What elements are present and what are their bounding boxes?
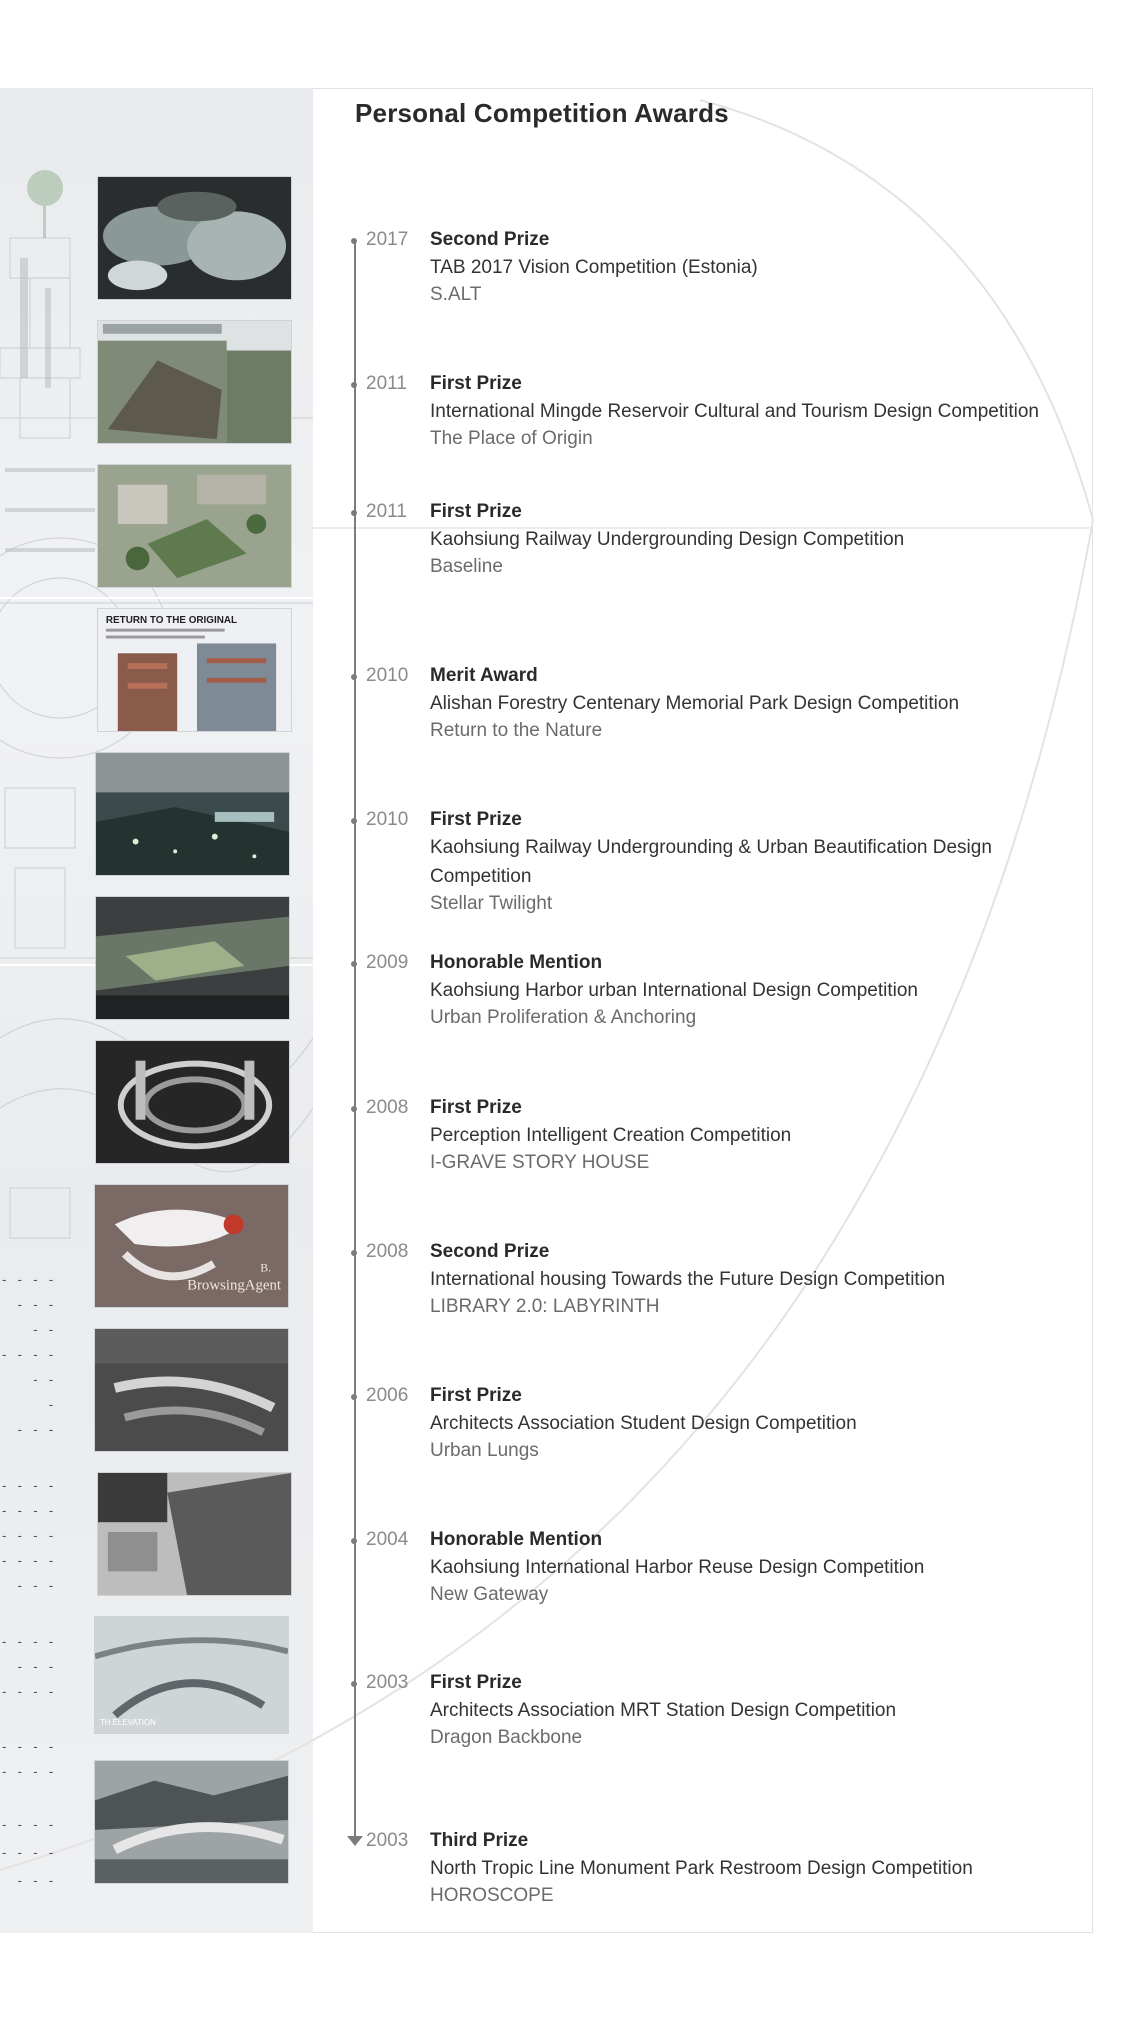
timeline-dot [351,238,357,244]
competition-name: Kaohsiung Railway Undergrounding & Urban Beautification Design Competition [430,837,992,887]
thumbnail-place-of-origin [97,320,292,444]
thumbnail-mark: B. [260,1260,272,1275]
award-year: 2006 [366,1385,409,1406]
thumbnail-salt [97,176,292,300]
thumbnail-heading: RETURN TO THE ORIGINAL [105,614,238,626]
thumbnail-label: BrowsingAgent [187,1277,282,1294]
award-year: 2003 [366,1830,409,1851]
award-title: First Prize [430,1672,522,1693]
timeline-dot [351,510,357,516]
project-name: LIBRARY 2.0: LABYRINTH [430,1296,660,1317]
timeline-dot [351,674,357,680]
thumbnail-stellar-twilight [95,752,290,876]
project-name: New Gateway [430,1584,549,1605]
award-title: First Prize [430,1097,522,1118]
competition-name: Perception Intelligent Creation Competition [430,1125,792,1146]
competition-name: Kaohsiung Railway Undergrounding Design Competition [430,529,905,550]
project-name: Dragon Backbone [430,1727,583,1748]
project-name: HOROSCOPE [430,1885,554,1906]
thumbnail-baseline [97,464,292,588]
project-name: Urban Proliferation & Anchoring [430,1007,697,1028]
dash-marks-group-4: - - - - - - - - [0,1740,55,1780]
award-title: Second Prize [430,229,550,250]
award-year: 2010 [366,665,409,686]
timeline-dot [351,961,357,967]
thumbnail-elevation-label: TH ELEVATION [99,1718,156,1728]
thumbnail-return-to-nature [97,608,292,732]
project-name: Baseline [430,556,503,577]
award-title: Honorable Mention [430,1529,603,1550]
thumbnail-urban-proliferation [95,896,290,1020]
competition-name: International Mingde Reservoir Cultural and Tourism Design Competition [430,401,1040,422]
award-title: First Prize [430,1385,522,1406]
project-name: Return to the Nature [430,720,603,741]
competition-name: International housing Towards the Future Design Competition [430,1269,946,1290]
award-title: Third Prize [430,1830,529,1851]
award-title: First Prize [430,373,522,394]
competition-name: Kaohsiung Harbor urban International Design Competition [430,980,918,1001]
award-year: 2011 [366,501,407,522]
thumbnail-horoscope [94,1760,289,1884]
award-year: 2011 [366,373,407,394]
competition-name: Alishan Forestry Centenary Memorial Park Design Competition [430,693,960,714]
timeline-dot [351,382,357,388]
competition-name: North Tropic Line Monument Park Restroom Design Competition [430,1858,973,1879]
project-name: The Place of Origin [430,428,593,449]
award-title: Honorable Mention [430,952,603,973]
competition-name: Architects Association Student Design Competition [430,1413,857,1434]
award-title: First Prize [430,501,522,522]
dash-marks-group-2: - - - - - - - - - - - - - - - - - - - [0,1479,55,1594]
award-year: 2003 [366,1672,409,1693]
project-name: S.ALT [430,284,482,305]
competition-name: Architects Association MRT Station Design Competition [430,1700,897,1721]
award-title: Merit Award [430,665,538,686]
project-name: Urban Lungs [430,1440,539,1461]
award-title: First Prize [430,809,522,830]
timeline-dot [351,1250,357,1256]
timeline-dot [351,818,357,824]
dash-marks-group-5: - - - - - - - - - - - [0,1818,55,1889]
award-year: 2010 [366,809,409,830]
timeline-arrow-icon [347,1836,363,1846]
award-year: 2008 [366,1241,409,1262]
thumbnail-new-gateway [97,1472,292,1596]
project-name: I-GRAVE STORY HOUSE [430,1152,650,1173]
award-title: Second Prize [430,1241,550,1262]
timeline-dot [351,1681,357,1687]
timeline-dot [351,1394,357,1400]
timeline-dot [351,1106,357,1112]
page-title: Personal Competition Awards [355,98,729,128]
dash-marks-group-3: - - - - - - - - - - - [0,1635,55,1700]
competition-name: TAB 2017 Vision Competition (Estonia) [430,257,758,278]
award-year: 2004 [366,1529,409,1550]
thumbnail-i-grave [95,1040,290,1164]
award-year: 2008 [366,1097,409,1118]
timeline-line [354,242,356,1845]
thumbnail-library-labyrinth [94,1184,289,1308]
thumbnail-dragon-backbone [94,1616,289,1734]
thumbnail-urban-lungs [94,1328,289,1452]
project-name: Stellar Twilight [430,893,553,914]
award-year: 2009 [366,952,409,973]
award-year: 2017 [366,229,409,250]
timeline-dot [351,1538,357,1544]
competition-name: Kaohsiung International Harbor Reuse Design Competition [430,1557,925,1578]
dash-marks-group-1: - - - - - - - - - - - - - - - - - - - [0,1273,55,1438]
